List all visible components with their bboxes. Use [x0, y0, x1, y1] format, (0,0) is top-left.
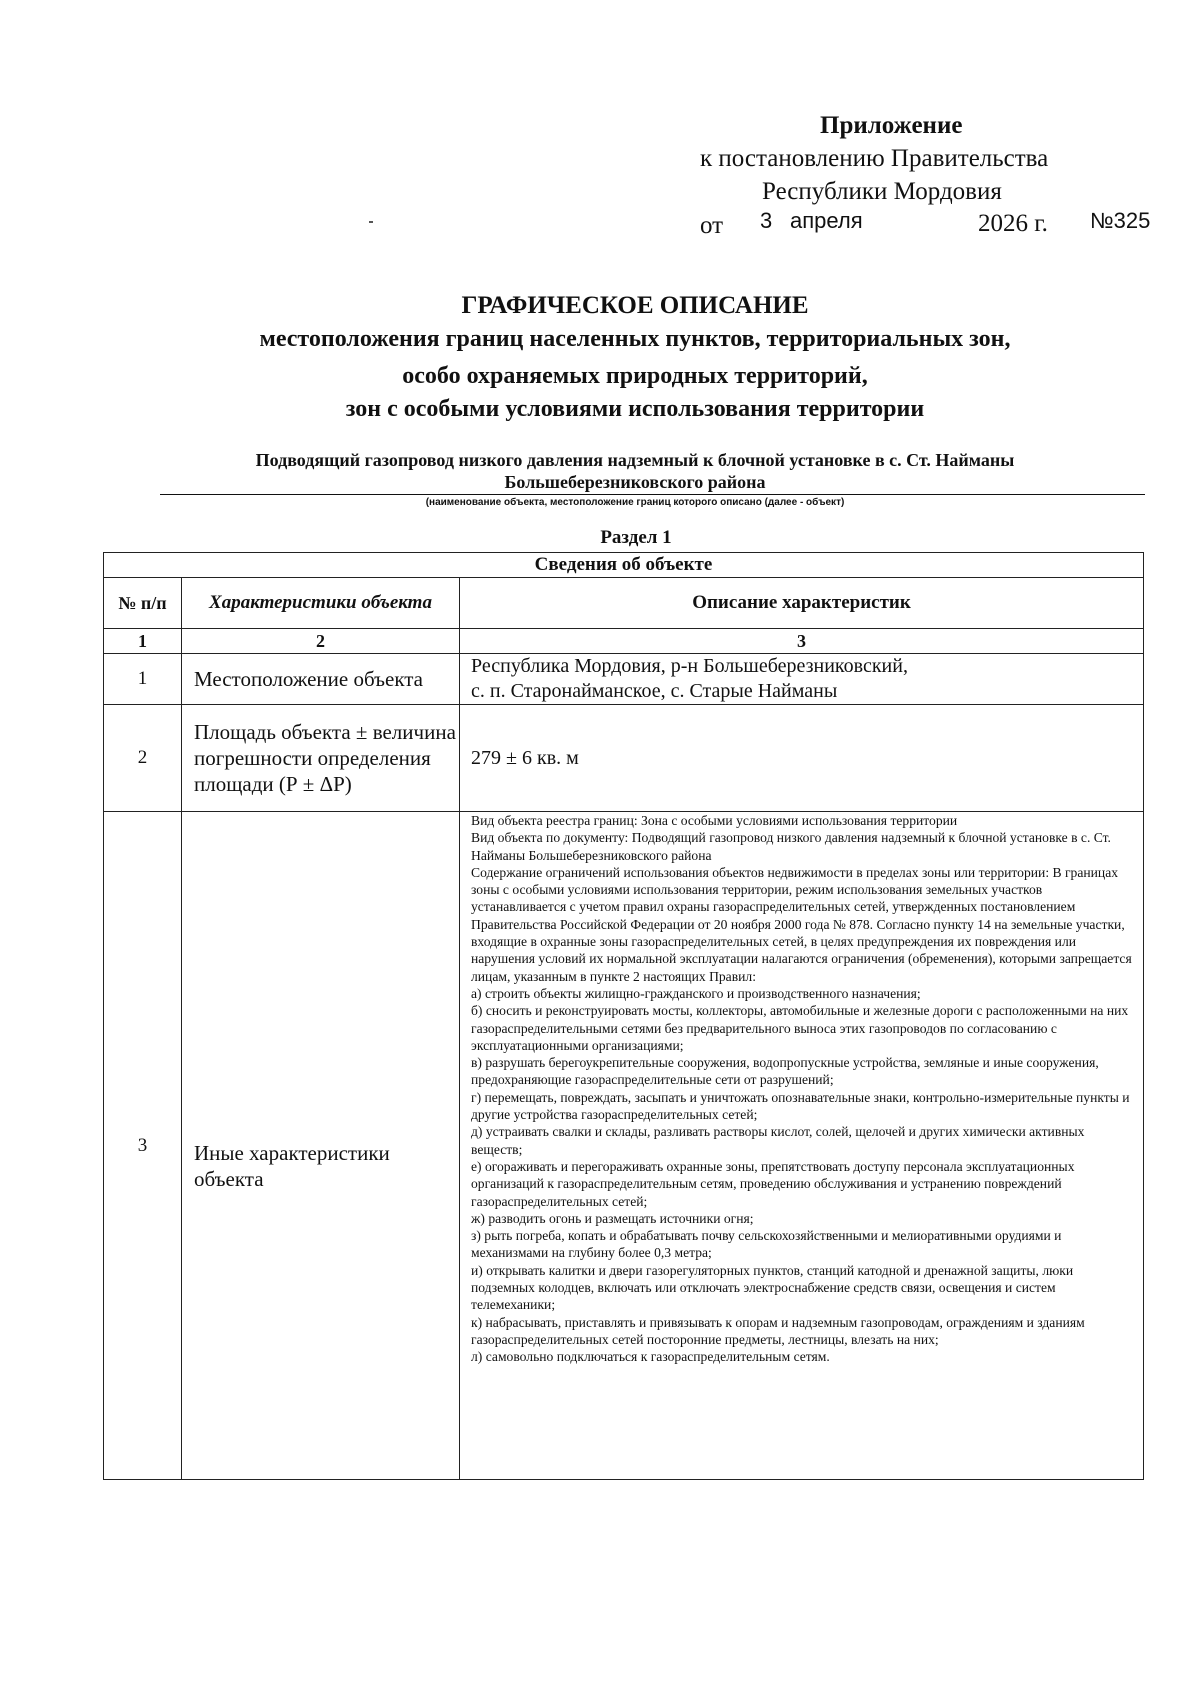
restriction-paragraph: а) строить объекты жилищно-гражданского и производственного назначения;	[471, 985, 921, 1001]
table-index-row	[104, 629, 1144, 654]
header-num: № п/п	[104, 578, 182, 629]
restriction-paragraph: б) сносить и реконструировать мосты, коллекторы, автомобильные и железные дороги с расположенными на них газораспределительными сетями без предварительного выноса этих газопроводов по согласованию с эксплуатационными организациями;	[471, 1003, 1129, 1053]
index-cell: 1	[104, 629, 182, 654]
description-line: Республика Мордовия, р-н Большеберезниковский,	[471, 655, 908, 677]
restriction-paragraph: л) самовольно подключаться к газораспределительным сетям.	[471, 1349, 830, 1365]
subtitle-line-3: зон с особыми условиями использования территории	[345, 396, 925, 422]
object-name-underline	[160, 494, 1145, 495]
header-description: Описание характеристик	[460, 578, 1144, 629]
description-line: с. п. Старонайманское, с. Старые Найманы	[471, 680, 838, 702]
row-characteristic: Иные характеристики объекта	[182, 812, 460, 1480]
restriction-paragraph: д) устраивать свалки и склады, разливать растворы кислот, солей, щелочей и других химически активных веществ;	[471, 1124, 1085, 1157]
restriction-paragraph: в) разрушать берегоукрепительные сооружения, водопропускные устройства, земляные и иные сооружения, предохраняющие газораспределительные сети от разрушений;	[471, 1055, 1099, 1088]
restriction-paragraph: и) открывать калитки и двери газорегуляторных пунктов, станций катодной и дренажной защиты, люки подземных колодцев, включать или отключать электроснабжение средств связи, освещения и систем телемеханики;	[471, 1262, 1074, 1313]
index-cell: 3	[460, 629, 1144, 654]
object-info-table	[103, 552, 1144, 1480]
object-name-line-2: Большеберезниковского района	[504, 472, 766, 492]
restriction-paragraph: Содержание ограничений использования объектов недвижимости в пределах зоны или территории: В границах зоны с особыми условиями использования территории, режим использования земельных участков устанавливается с учетом правил охраны газораспределительных сетей, утвержденных постановлением Правительства Российской Федерации от 20 ноября 2000 года № 878. Согласно пункту 14 на земельные участки, входящие в охранные зоны газораспределительных сетей, в целях предупреждения их повреждения или нарушения условий их нормальной эксплуатации налагаются ограничения (обременения), которыми запрещается лицам, указанным в пункте 2 настоящих Правил:	[471, 864, 1132, 984]
table-row	[104, 812, 1144, 1480]
appendix-line-1: к постановлению Правительства	[700, 145, 1049, 172]
row-description	[460, 812, 1144, 1480]
restriction-paragraph: Вид объекта по документу: Подводящий газопровод низкого давления надземный к блочной установке в с. Ст. Найманы Большеберезниковского района	[471, 830, 1111, 863]
row-description: 279 ± 6 кв. м	[460, 705, 1144, 812]
subtitle-line-2: особо охраняемых природных территорий,	[402, 363, 868, 389]
appendix-title: Приложение	[820, 112, 963, 139]
date-from-label: от	[700, 212, 724, 239]
scan-speck	[369, 221, 373, 223]
restriction-paragraph: ж) разводить огонь и размещать источники огня;	[471, 1210, 754, 1226]
subtitle-line-1: местоположения границ населенных пунктов, территориальных зон,	[259, 326, 1011, 352]
table-caption: Сведения об объекте	[104, 553, 1144, 578]
row-characteristic: Площадь объекта ± величина погрешности определения площади (Р ± ΔР)	[182, 705, 460, 812]
date-day: 3	[760, 208, 773, 233]
date-month: апреля	[790, 208, 863, 233]
restriction-paragraph: г) перемещать, повреждать, засыпать и уничтожать опознавательные знаки, контрольно-измерительные пункты и другие устройства газораспределительных сетей;	[471, 1089, 1130, 1123]
document-number: №325	[1090, 208, 1151, 233]
restriction-paragraph: е) огораживать и перегораживать охранные зоны, препятствовать доступу персонала эксплуатационных организаций к газораспределительным сетям, проведению обслуживания и устранению повреждений газораспределительных сетей;	[471, 1158, 1075, 1209]
date-year: 2026 г.	[978, 210, 1048, 237]
row-number: 1	[104, 654, 182, 705]
appendix-line-2: Республики Мордовия	[762, 178, 1002, 205]
row-number: 2	[104, 705, 182, 812]
restriction-paragraph: Вид объекта реестра границ: Зона с особыми условиями использования территории	[471, 813, 958, 828]
header-characteristics: Характеристики объекта	[182, 578, 460, 629]
restriction-paragraph: к) набрасывать, приставлять и привязывать к опорам и надземным газопроводам, ограждениям и зданиям газораспределительных сетей посторонние предметы, лестницы, влезать на них;	[471, 1314, 1085, 1347]
table-header-row	[104, 578, 1144, 629]
table-row	[104, 654, 1144, 705]
index-cell: 2	[182, 629, 460, 654]
table-caption-row	[104, 553, 1144, 578]
section-title: Раздел 1	[600, 527, 672, 548]
table-row	[104, 705, 1144, 812]
object-name-line-1: Подводящий газопровод низкого давления надземный к блочной установке в с. Ст. Найманы	[255, 450, 1015, 470]
row-characteristic: Местоположение объекта	[182, 654, 460, 705]
row-number: 3	[104, 812, 182, 1480]
document-title: ГРАФИЧЕСКОЕ ОПИСАНИЕ	[461, 292, 809, 319]
restriction-paragraph: з) рыть погреба, копать и обрабатывать почву сельскохозяйственными и мелиоративными орудиями и механизмами на глубину более 0,3 метра;	[471, 1228, 1062, 1261]
object-name-caption: (наименование объекта, местоположение границ которого описано (далее - объект)	[425, 497, 845, 508]
row-description	[460, 654, 1144, 705]
